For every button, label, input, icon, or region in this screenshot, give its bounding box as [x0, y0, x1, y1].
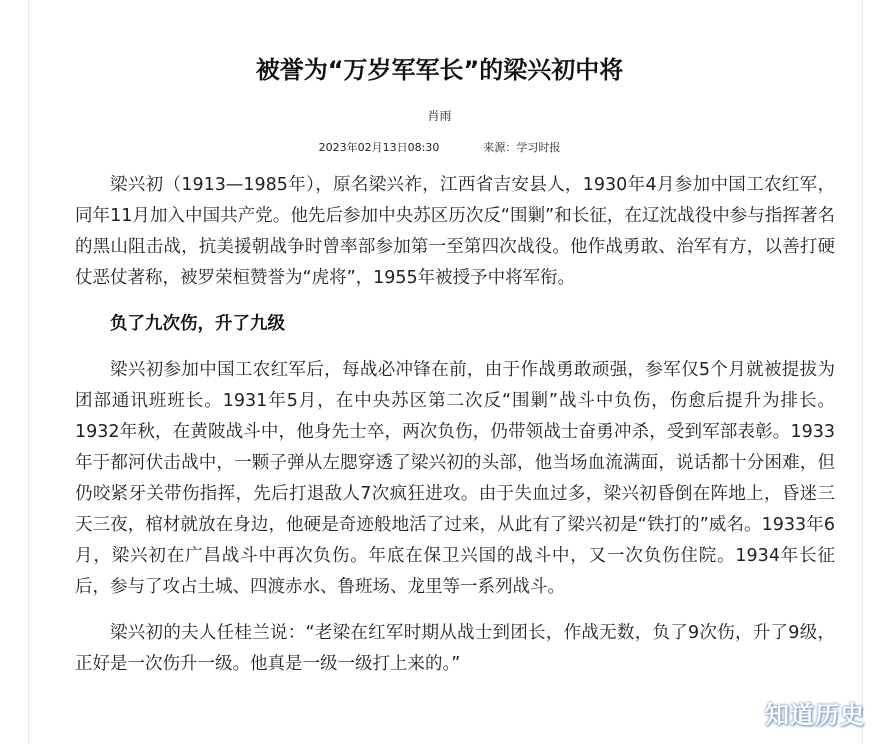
article-meta [0, 139, 879, 157]
article-body [75, 170, 835, 695]
publish-date: 2023年02月13日08:30 [318, 141, 440, 154]
body-paragraph: 梁兴初的夫人任桂兰说：“老梁在红军时期从战士到团长，作战无数，负了9次伤，升了9级，正好是一次伤升一级。他真是一级一级打上来的。” [75, 623, 835, 674]
watermark-logo: 知道历史 [765, 701, 865, 729]
article-title: 被誉为“万岁军军长”的梁兴初中将 [255, 56, 624, 84]
article-source: 来源：学习时报 [483, 141, 561, 154]
body-paragraph: 梁兴初（1913—1985年），原名梁兴祚，江西省吉安县人，1930年4月参加中国工农红军，同年11月加入中国共产党。他先后参加中央苏区历次反“围剿”和长征，在辽沈战役中参与指挥著名的黑山阻击战，抗美援朝战争时曾率部参加第一至第四次战役。他作战勇敢、治军有方，以善打硬仗恶仗著称，被罗荣桓赞誉为“虎将”，1955年被授予中将军衔。 [75, 175, 835, 288]
body-paragraph: 梁兴初参加中国工农红军后，每战必冲锋在前，由于作战勇敢顽强，参军仅5个月就被提拔为团部通讯班班长。1931年5月，在中央苏区第二次反“围剿”战斗中负伤，伤愈后提升为排长。1932年秋，在黄陂战斗中，他身先士卒，两次负伤，仍带领战士奋勇冲杀，受到军部表彰。1933年于都河伏击战中，一颗子弹从左腮穿透了梁兴初的头部，他当场血流满面，说话都十分困难，但仍咬紧牙关带伤指挥，先后打退敌人7次疯狂进攻。由于失血过多，梁兴初昏倒在阵地上，昏迷三天三夜，棺材就放在身边，他硬是奇迹般地活了过来，从此有了梁兴初是“铁打的”威名。1933年6月，梁兴初在广昌战斗中再次负伤。年底在保卫兴国的战斗中，又一次负伤住院。1934年长征后，参与了攻占土城、四渡赤水、鲁班场、龙里等一系列战斗。 [75, 360, 835, 597]
section-heading: 负了九次伤，升了九级 [110, 314, 285, 334]
article-author: 肖雨 [427, 109, 452, 123]
